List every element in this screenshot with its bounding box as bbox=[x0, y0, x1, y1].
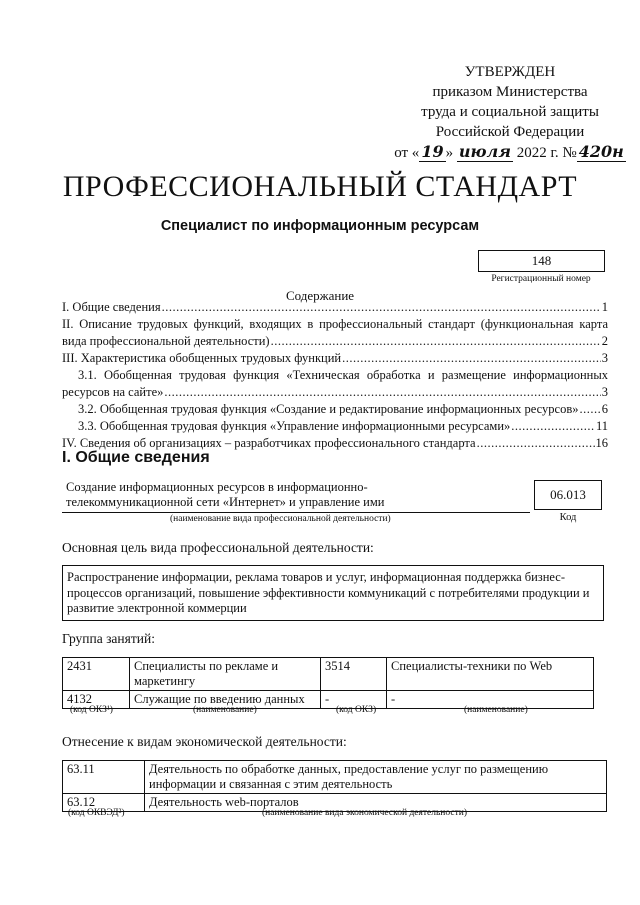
table-cell: 2431 bbox=[63, 658, 130, 691]
table-of-contents bbox=[62, 299, 608, 452]
page-subtitle: Специалист по информационным ресурсам bbox=[160, 218, 480, 234]
approval-date: от « 19 » июля 2022 г. № 420н bbox=[394, 142, 624, 161]
toc-item[interactable]: 3.3. Обобщенная трудовая функция «Управление информационными ресурсами» ..... 11 bbox=[62, 418, 608, 435]
activity-code-caption: Код bbox=[559, 512, 577, 523]
toc-item[interactable]: 3.2. Обобщенная трудовая функция «Создание и редактирование информационных ресурсов» ..... 6 bbox=[62, 401, 608, 418]
table-cell: - bbox=[321, 691, 387, 709]
table-cell: Служащие по введению данных bbox=[130, 691, 321, 709]
occupation-label: Группа занятий: bbox=[62, 631, 155, 646]
table-row bbox=[63, 761, 607, 794]
activity-caption: (наименование вида профессиональной деятельности) bbox=[170, 514, 391, 524]
occupation-caption-name-2: (наименование) bbox=[464, 705, 528, 715]
approval-line-2: труда и социальной защиты bbox=[421, 104, 599, 120]
table-cell: - bbox=[387, 691, 594, 709]
toc-item[interactable]: III. Характеристика обобщенных трудовых функций ..... 3 bbox=[62, 350, 608, 367]
table-cell: 63.12 bbox=[63, 794, 145, 812]
table-cell: 63.11 bbox=[63, 761, 145, 794]
approval-line-1: приказом Министерства bbox=[432, 84, 588, 100]
approval-title: УТВЕРЖДЕН bbox=[464, 64, 556, 80]
activity-name: Создание информационных ресурсов в информационно- телекоммуникационной сети «Интернет» и управление ими bbox=[66, 480, 385, 509]
section-heading: I. Общие сведения bbox=[62, 449, 210, 466]
approval-block bbox=[390, 62, 630, 163]
toc-item[interactable]: IV. Сведения об организациях – разработчиках профессионального стандарта ..... 16 bbox=[62, 435, 608, 452]
okved-label: Отнесение к видам экономической деятельности: bbox=[62, 734, 347, 749]
table-cell: Деятельность web-порталов bbox=[145, 794, 607, 812]
occupation-caption-code-2: (код ОКЗ) bbox=[336, 705, 377, 715]
occupation-caption-name: (наименование) bbox=[193, 705, 257, 715]
activity-underline bbox=[62, 512, 530, 513]
approval-line-3: Российской Федерации bbox=[435, 124, 585, 140]
approval-day: 19 bbox=[421, 142, 444, 161]
table-row bbox=[63, 658, 594, 691]
occupation-table bbox=[62, 657, 594, 709]
registration-number-box: 148 bbox=[478, 250, 605, 272]
approval-month: июля bbox=[458, 142, 511, 161]
activity-code: 06.013 bbox=[534, 480, 602, 510]
goal-label: Основная цель вида профессиональной деятельности: bbox=[62, 540, 374, 555]
registration-number-label: Регистрационный номер bbox=[491, 274, 591, 284]
table-cell: Деятельность по обработке данных, предоставление услуг по размещению информации и связанная с этим деятельность bbox=[145, 761, 607, 794]
table-cell: Специалисты по рекламе и маркетингу bbox=[130, 658, 321, 691]
toc-item[interactable]: I. Общие сведения ..... 1 bbox=[62, 299, 608, 316]
toc-item[interactable]: 3.1. Обобщенная трудовая функция «Техническая обработка и размещение информационных ресурсов на сайте» ..... 3 bbox=[62, 367, 608, 401]
okved-caption-name: (наименование вида экономической деятельности) bbox=[262, 808, 467, 818]
approval-number: 420н bbox=[578, 142, 624, 161]
table-cell: 3514 bbox=[321, 658, 387, 691]
goal-text: Распространение информации, реклама товаров и услуг, информационная поддержка бизнес-процессов организаций, повышение эффективности коммуникаций с потребителями продукции и развитие электронной коммерции bbox=[62, 565, 604, 621]
table-cell: 4132 bbox=[63, 691, 130, 709]
okved-table bbox=[62, 760, 607, 812]
table-cell: Специалисты-техники по Web bbox=[387, 658, 594, 691]
page-title: ПРОФЕССИОНАЛЬНЫЙ СТАНДАРТ bbox=[62, 170, 578, 203]
contents-heading: Содержание bbox=[285, 288, 355, 303]
toc-item[interactable]: II. Описание трудовых функций, входящих в профессиональный стандарт (функциональная карта вида профессиональной деятельности) ..... 2 bbox=[62, 316, 608, 350]
occupation-caption-code: (код ОКЗ¹) bbox=[70, 705, 113, 715]
okved-caption-code: (код ОКВЭД²) bbox=[68, 808, 125, 818]
